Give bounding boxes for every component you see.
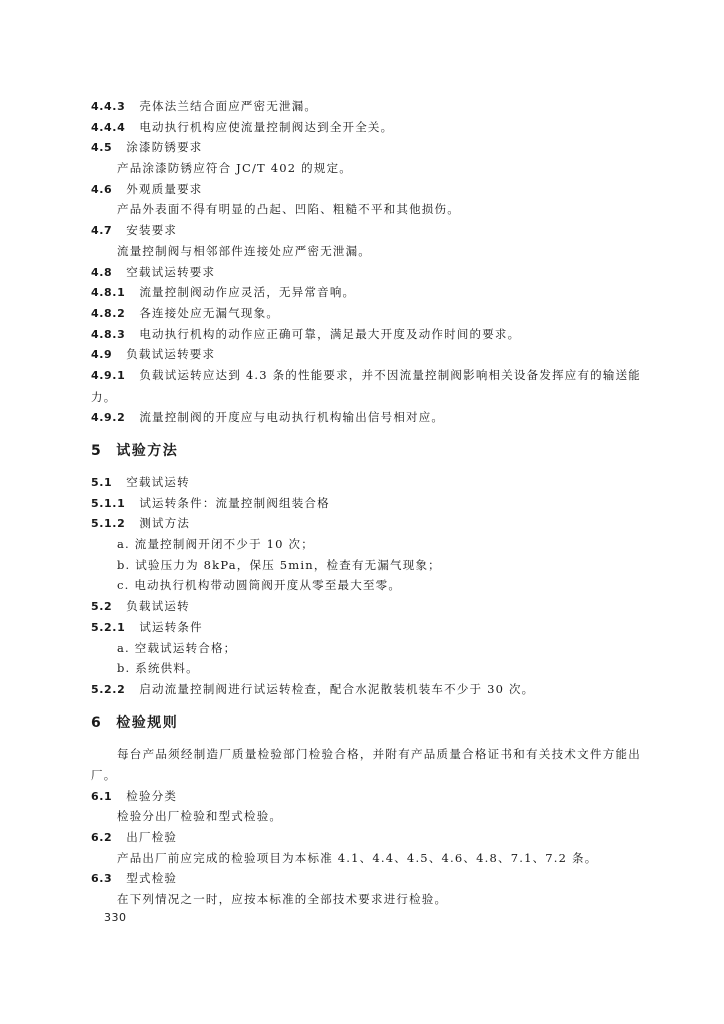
clause-line bbox=[91, 262, 641, 283]
clause-text: 负载试运转 bbox=[126, 599, 190, 614]
clause-line bbox=[91, 303, 641, 324]
clause-number: 4.9.1 bbox=[91, 368, 126, 382]
clause-text: 检验分出厂检验和型式检验。 bbox=[117, 809, 283, 824]
clause-line bbox=[91, 324, 641, 345]
clause-line bbox=[91, 513, 641, 534]
clause-line bbox=[91, 638, 641, 659]
document-body bbox=[91, 96, 641, 910]
clause-line bbox=[91, 472, 641, 493]
clause-text: 产品出厂前应完成的检验项目为本标准 4.1、4.4、4.5、4.6、4.8、7.1、7.2 条。 bbox=[117, 850, 598, 865]
clause-line bbox=[91, 220, 641, 241]
clause-4-9-1 bbox=[91, 365, 641, 407]
clause-text: 空载试运转要求 bbox=[126, 264, 216, 279]
page-number: 330 bbox=[104, 911, 127, 924]
clause-number: 5.2.2 bbox=[91, 682, 126, 696]
section-5-body bbox=[91, 472, 641, 700]
clause-number: 4.9 bbox=[91, 348, 113, 362]
clause-line bbox=[91, 617, 641, 638]
clause-text: 各连接处应无漏气现象。 bbox=[139, 305, 280, 320]
clause-line bbox=[91, 534, 641, 555]
clause-number: 5.1.1 bbox=[91, 496, 126, 510]
clause-text: 负载试运转要求 bbox=[126, 347, 216, 362]
clause-text: 流量控制阀的开度应与电动执行机构输出信号相对应。 bbox=[139, 410, 445, 425]
clause-line bbox=[91, 158, 641, 179]
clause-line bbox=[91, 575, 641, 596]
clause-line bbox=[91, 179, 641, 200]
chapter-5-heading bbox=[91, 436, 641, 466]
clause-number: 5.1 bbox=[91, 476, 113, 490]
clause-line bbox=[91, 827, 641, 848]
clause-line bbox=[91, 596, 641, 617]
clause-number: 4.8 bbox=[91, 265, 113, 279]
clause-number: 6.2 bbox=[91, 830, 113, 844]
clause-text: 型式检验 bbox=[126, 871, 178, 886]
clause-text: 涂漆防锈要求 bbox=[126, 140, 203, 155]
clause-line bbox=[91, 786, 641, 807]
clause-text: 电动执行机构应使流量控制阀达到全开全关。 bbox=[139, 119, 394, 134]
clause-line bbox=[91, 199, 641, 220]
clause-number: 4.7 bbox=[91, 224, 113, 238]
clause-text: 产品外表面不得有明显的凸起、凹陷、粗糙不平和其他损伤。 bbox=[117, 202, 460, 217]
clause-text: 测试方法 bbox=[139, 516, 191, 531]
clause-line bbox=[91, 282, 641, 303]
clause-text: b. 试验压力为 8kPa，保压 5min，检查有无漏气现象； bbox=[117, 557, 441, 572]
chapter-6-heading bbox=[91, 708, 641, 738]
clause-line bbox=[91, 137, 641, 158]
chapter-title: 检验规则 bbox=[116, 714, 179, 731]
clause-text: 出厂检验 bbox=[126, 829, 178, 844]
clause-number: 4.8.3 bbox=[91, 327, 126, 341]
clause-text: c. 电动执行机构带动圆筒阀开度从零至最大至零。 bbox=[117, 578, 402, 593]
clause-text: 试运转条件：流量控制阀组装合格 bbox=[139, 495, 330, 510]
chapter-6-intro-paragraph: 每台产品须经制造厂质量检验部门检验合格，并附有产品质量合格证书和有关技术文件方能出厂。 bbox=[91, 746, 641, 782]
clause-number: 4.6 bbox=[91, 182, 113, 196]
section-6-body bbox=[91, 786, 641, 910]
clause-number: 6.3 bbox=[91, 872, 113, 886]
clause-number: 4.9.2 bbox=[91, 411, 126, 425]
clause-line bbox=[91, 117, 641, 138]
clause-number: 4.8.1 bbox=[91, 286, 126, 300]
clause-line bbox=[91, 344, 641, 365]
clause-line bbox=[91, 555, 641, 576]
clause-text: 电动执行机构的动作应正确可靠，满足最大开度及动作时间的要求。 bbox=[139, 326, 521, 341]
clause-text: 壳体法兰结合面应严密无泄漏。 bbox=[139, 99, 318, 113]
clause-text: 检验分类 bbox=[126, 788, 178, 803]
clause-text: 在下列情况之一时，应按本标准的全部技术要求进行检验。 bbox=[117, 892, 448, 907]
clause-number: 4.8.2 bbox=[91, 306, 126, 320]
clause-text: 启动流量控制阀进行试运转检查，配合水泥散装机装车不少于 30 次。 bbox=[139, 681, 535, 696]
clause-number: 4.4.3 bbox=[91, 100, 126, 113]
clause-line bbox=[91, 868, 641, 889]
clause-line bbox=[91, 493, 641, 514]
clause-number: 4.5 bbox=[91, 141, 113, 155]
clause-number: 5.2 bbox=[91, 600, 113, 614]
chapter-number: 6 bbox=[91, 714, 103, 731]
clause-text: 流量控制阀与相邻部件连接处应严密无泄漏。 bbox=[117, 243, 371, 258]
clause-text: 外观质量要求 bbox=[126, 181, 203, 196]
clause-line bbox=[91, 889, 641, 910]
clause-line bbox=[91, 658, 641, 679]
clause-line bbox=[91, 96, 641, 117]
clause-text: a. 流量控制阀开闭不少于 10 次； bbox=[117, 537, 314, 552]
chapter-title: 试验方法 bbox=[116, 443, 179, 460]
clause-number: 4.4.4 bbox=[91, 120, 126, 134]
clause-text: b. 系统供料。 bbox=[117, 661, 199, 676]
clause-line bbox=[91, 848, 641, 869]
clause-4-9-2 bbox=[91, 407, 641, 428]
clause-text: 试运转条件 bbox=[139, 619, 203, 634]
clause-number: 5.2.1 bbox=[91, 620, 126, 634]
clause-text: 流量控制阀动作应灵活，无异常音响。 bbox=[139, 285, 356, 300]
clause-text: 产品涂漆防锈应符合 JC/T 402 的规定。 bbox=[117, 161, 352, 176]
clause-text: 空载试运转 bbox=[126, 475, 190, 490]
clause-line bbox=[91, 806, 641, 827]
section-4-continued bbox=[91, 96, 641, 365]
clause-text: a. 空载试运转合格； bbox=[117, 640, 237, 655]
clause-number: 5.1.2 bbox=[91, 517, 126, 531]
chapter-number: 5 bbox=[91, 443, 103, 460]
clause-text: 安装要求 bbox=[126, 223, 178, 238]
clause-text: 负载试运转应达到 4.3 条的性能要求，并不因流量控制阀影响相关设备发挥应有的输送能力。 bbox=[91, 367, 641, 404]
clause-number: 6.1 bbox=[91, 789, 113, 803]
clause-line bbox=[91, 241, 641, 262]
clause-line bbox=[91, 679, 641, 700]
